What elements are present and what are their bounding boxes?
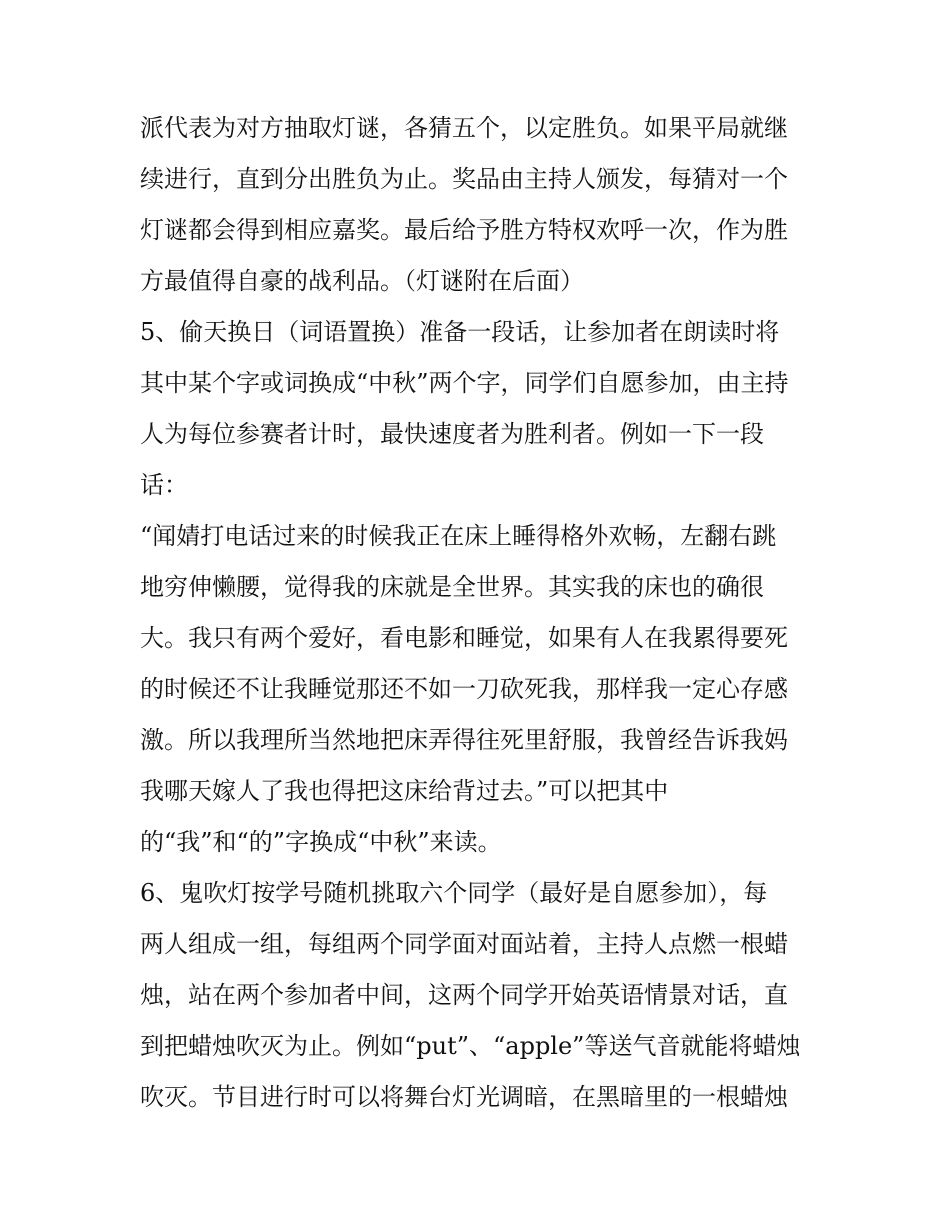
quote-line: 激。所以我理所当然地把床弄得往死里舒服，我曾经告诉我妈 [140, 726, 788, 754]
text-line: 其中某个字或词换成“中秋”两个字，同学们自愿参加，由主持 [140, 369, 789, 397]
section-5-heading-line: 5、偷天换日（词语置换）准备一段话，让参加者在朗读时将 [140, 318, 780, 346]
text-line: 派代表为对方抽取灯谜，各猜五个，以定胜负。如果平局就继 [140, 114, 788, 142]
text-line: 到把蜡烛吹灭为止。例如“put”、“apple”等送气音就能将蜡烛 [140, 1032, 801, 1060]
quote-line: “闻婧打电话过来的时候我正在床上睡得格外欢畅，左翻右跳 [140, 522, 777, 550]
text-line: 话： [140, 471, 188, 499]
body-text [140, 103, 820, 1123]
text-line: 的“我”和“的”字换成“中秋”来读。 [140, 828, 502, 856]
text-line: 两人组成一组，每组两个同学面对面站着，主持人点燃一根蜡 [140, 930, 788, 958]
text-line: 人为每位参赛者计时，最快速度者为胜利者。例如一下一段 [140, 420, 764, 448]
section-6-heading-line: 6、鬼吹灯按学号随机挑取六个同学（最好是自愿参加），每 [140, 879, 768, 907]
text-line: 方最值得自豪的战利品。（灯谜附在后面） [140, 267, 584, 295]
text-line: 烛，站在两个参加者中间，这两个同学开始英语情景对话，直 [140, 981, 788, 1009]
text-line: 吹灭。节目进行时可以将舞台灯光调暗，在黑暗里的一根蜡烛 [140, 1083, 788, 1111]
text-line: 续进行，直到分出胜负为止。奖品由主持人颁发，每猜对一个 [140, 165, 788, 193]
quote-line: 地穷伸懒腰，觉得我的床就是全世界。其实我的床也的确很 [140, 573, 764, 601]
quote-line: 的时候还不让我睡觉那还不如一刀砍死我，那样我一定心存感 [140, 675, 788, 703]
quote-line: 我哪天嫁人了我也得把这床给背过去。”可以把其中 [140, 777, 669, 805]
quote-line: 大。我只有两个爱好，看电影和睡觉，如果有人在我累得要死 [140, 624, 788, 652]
text-line: 灯谜都会得到相应嘉奖。最后给予胜方特权欢呼一次，作为胜 [140, 216, 788, 244]
